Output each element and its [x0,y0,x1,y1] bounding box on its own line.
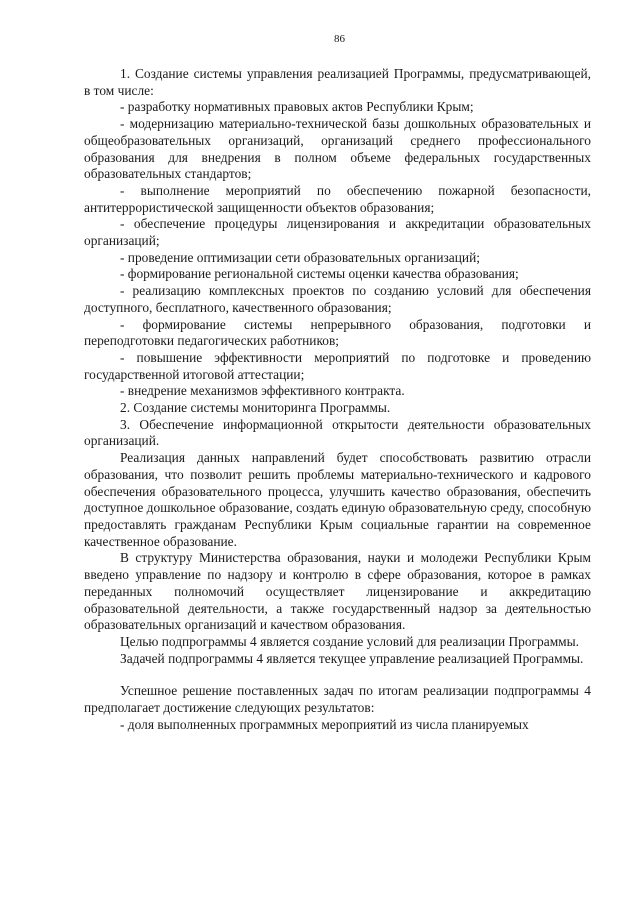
list-item: - формирование региональной системы оценки качества образования; [120,266,519,282]
list-item: - проведение оптимизации сети образовательных организаций; [120,249,480,265]
list-item: - реализацию комплексных проектов по созданию условий для обеспечения доступного, бесплатного, качественного образования; [84,283,591,315]
paragraph: 3. Обеспечение информационной открытости деятельности образовательных организаций. [84,416,591,449]
list-item: - разработку нормативных правовых актов Республики Крым; [120,99,474,115]
list-item: - обеспечение процедуры лицензирования и аккредитации образовательных организаций; [84,216,591,249]
paragraph: Задачей подпрограммы 4 является текущее управление реализацией Программы. [120,650,584,666]
list-item: - доля выполненных программных мероприятий из числа планируемых [120,716,529,732]
list-item: - выполнение мероприятий по обеспечению пожарной безопасности, антитеррористической защищенности объектов образования; [84,182,591,215]
paragraph: 1. Создание системы управления реализацией Программы, предусматривающей, в том числе: [84,66,591,98]
paragraph: В структуру Министерства образования, науки и молодежи Республики Крым введено управление по надзору и контролю в сфере образования, которое в рамках переданных полномочий осуществляет лицензирование и аккредитацию образовательной деятельности, а также государственный надзор за деятельностью образовательных организаций и качеством образования. [84,550,591,633]
list-item: - формирование системы непрерывного образования, подготовки и переподготовки педагогических работников; [84,316,591,349]
paragraph: 2. Создание системы мониторинга Программы. [120,400,391,416]
paragraph: Целью подпрограммы 4 является создание условий для реализации Программы. [120,633,579,649]
paragraph: Реализация данных направлений будет способствовать развитию отрасли образования, что позволит решить проблемы материально-технического и кадрового обеспечения образовательного процесса, улучшить качество образования, обеспечить доступное дошкольное образование, создать единую образовательную среду, способную предоставлять гражданам Республики Крым социальные гарантии на современное качественное образование. [84,450,591,549]
page-number: 86 [334,33,345,45]
list-item: - внедрение механизмов эффективного контракта. [120,383,405,399]
list-item: - модернизацию материально-технической базы дошкольных образовательных и общеобразовательных организаций, организаций среднего профессионального образования для внедрения в полном объеме федеральных государственных образовательных стандартов; [84,116,591,182]
paragraph: Успешное решение поставленных задач по итогам реализации подпрограммы 4 предполагает достижение следующих результатов: [84,683,591,716]
list-item: - повышение эффективности мероприятий по подготовке и проведению государственной итоговой аттестации; [84,349,591,382]
